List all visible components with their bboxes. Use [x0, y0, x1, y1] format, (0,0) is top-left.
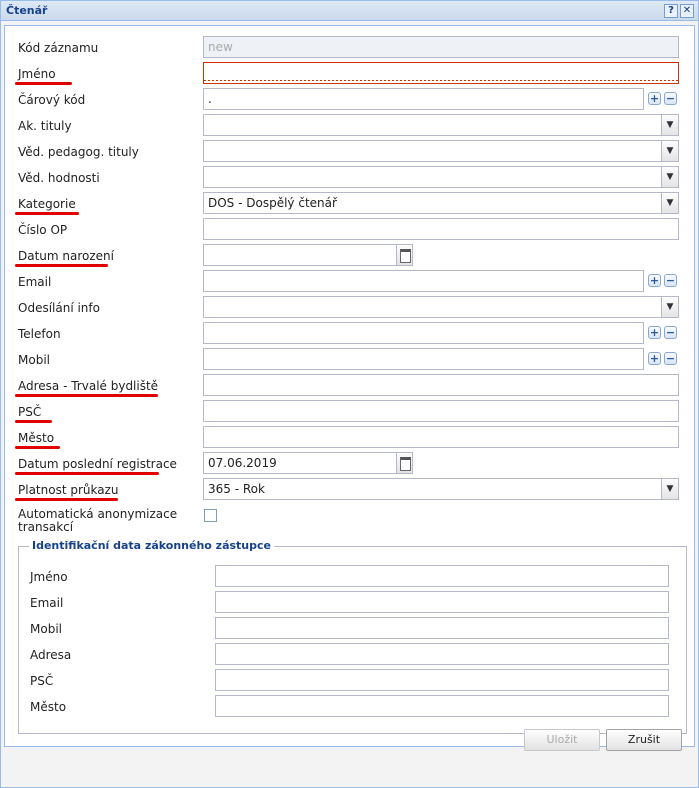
row-carovy-kod: [5, 88, 696, 112]
chevron-down-icon[interactable]: ▼: [661, 141, 678, 161]
jmeno-field[interactable]: [203, 62, 679, 84]
chevron-down-icon[interactable]: ▼: [661, 115, 678, 135]
row-adresa: [5, 374, 696, 398]
label-platnost-prukazu: Platnost průkazu: [18, 483, 119, 497]
label-odesilani-info: Odesílání info: [18, 301, 100, 315]
label-guardian-mobil: Mobil: [30, 622, 62, 636]
label-carovy-kod: Čárový kód: [18, 93, 86, 107]
adresa-field[interactable]: [203, 374, 679, 396]
ved-hodnosti-select[interactable]: [203, 166, 679, 188]
anonymizace-checkbox[interactable]: [204, 509, 217, 522]
label-jmeno: Jméno: [18, 67, 56, 81]
label-mobil: Mobil: [18, 353, 50, 367]
psc-field[interactable]: [203, 400, 679, 422]
row-jmeno: [5, 62, 696, 86]
odesilani-info-select[interactable]: [203, 296, 679, 318]
row-mesto: [5, 426, 696, 450]
row-odesilani-info: [5, 296, 696, 320]
row-datum-narozeni: [5, 244, 696, 268]
label-email: Email: [18, 275, 52, 289]
remove-phone-minus-icon[interactable]: −: [665, 326, 676, 339]
dialog-body: [4, 25, 695, 747]
calendar-icon[interactable]: [396, 245, 412, 265]
ak-tituly-select[interactable]: [203, 114, 679, 136]
add-barcode-plus-icon[interactable]: +: [649, 92, 660, 105]
guardian-jmeno-field[interactable]: [215, 565, 669, 587]
kategorie-value: DOS - Dospělý čtenář: [208, 196, 337, 210]
carovy-kod-field[interactable]: .: [203, 88, 644, 110]
row-guardian-mobil: [19, 617, 686, 641]
required-underline: [15, 82, 72, 85]
dialog-titlebar[interactable]: [1, 1, 698, 21]
row-psc: [5, 400, 696, 424]
guardian-fieldset: [18, 539, 687, 734]
label-guardian-mesto: Město: [30, 700, 67, 714]
required-underline: [15, 498, 118, 501]
row-guardian-adresa: [19, 643, 686, 667]
label-guardian-email: Email: [30, 596, 64, 610]
row-datum-posledni-registrace: [5, 452, 696, 476]
telefon-field[interactable]: [203, 322, 644, 344]
guardian-psc-field[interactable]: [215, 669, 669, 691]
required-underline: [15, 212, 79, 215]
cislo-op-field[interactable]: [203, 218, 679, 240]
row-guardian-mesto: [19, 695, 686, 719]
label-ak-tituly: Ak. tituly: [18, 119, 72, 133]
ved-pedagog-tituly-select[interactable]: [203, 140, 679, 162]
guardian-mobil-field[interactable]: [215, 617, 669, 639]
datum-posledni-registrace-value: 07.06.2019: [208, 456, 277, 470]
guardian-adresa-field[interactable]: [215, 643, 669, 665]
required-underline: [15, 446, 60, 449]
cancel-button[interactable]: Zrušit: [606, 729, 682, 751]
platnost-prukazu-select[interactable]: [203, 478, 679, 500]
label-anonymizace: [18, 508, 177, 534]
row-guardian-email: [19, 591, 686, 615]
datum-narozeni-field[interactable]: [203, 244, 413, 266]
chevron-down-icon[interactable]: ▼: [661, 193, 678, 213]
label-ved-hodnosti: Věd. hodnosti: [18, 171, 100, 185]
row-email: [5, 270, 696, 294]
mesto-field[interactable]: [203, 426, 679, 448]
chevron-down-icon[interactable]: ▼: [661, 479, 678, 499]
row-cislo-op: [5, 218, 696, 242]
row-platnost-prukazu: [5, 478, 696, 502]
label-guardian-adresa: Adresa: [30, 648, 72, 662]
label-datum-posledni-registrace: Datum poslední registrace: [18, 457, 177, 471]
label-mesto: Město: [18, 431, 55, 445]
add-mobile-plus-icon[interactable]: +: [649, 352, 660, 365]
label-guardian-jmeno: Jméno: [30, 570, 68, 584]
row-guardian-psc: [19, 669, 686, 693]
required-underline: [15, 472, 159, 475]
chevron-down-icon[interactable]: ▼: [661, 167, 678, 187]
guardian-email-field[interactable]: [215, 591, 669, 613]
required-underline: [15, 264, 108, 267]
mobil-field[interactable]: [203, 348, 644, 370]
row-kod-zaznamu: [5, 36, 696, 60]
row-ak-tituly: [5, 114, 696, 138]
kod-zaznamu-field: new: [203, 36, 679, 58]
email-field[interactable]: [203, 270, 644, 292]
label-anonymizace-line1: Automatická anonymizace: [18, 507, 178, 521]
save-button[interactable]: Uložit: [524, 729, 600, 751]
row-guardian-jmeno: [19, 565, 686, 589]
datum-posledni-registrace-field[interactable]: [203, 452, 413, 474]
remove-barcode-minus-icon[interactable]: −: [665, 92, 676, 105]
kategorie-select[interactable]: [203, 192, 679, 214]
help-icon[interactable]: ?: [664, 4, 678, 18]
label-datum-narozeni: Datum narození: [18, 249, 114, 263]
close-icon[interactable]: ✕: [680, 4, 694, 18]
add-phone-plus-icon[interactable]: +: [649, 326, 660, 339]
label-adresa: Adresa - Trvalé bydliště: [18, 379, 159, 393]
row-mobil: [5, 348, 696, 372]
row-ved-pedagog-tituly: [5, 140, 696, 164]
row-telefon: [5, 322, 696, 346]
label-guardian-psc: PSČ: [30, 674, 54, 688]
label-kod-zaznamu: Kód záznamu: [18, 41, 99, 55]
required-underline: [15, 420, 52, 423]
required-underline: [15, 394, 158, 397]
label-psc: PSČ: [18, 405, 42, 419]
chevron-down-icon[interactable]: ▼: [661, 297, 678, 317]
dialog-title: Čtenář: [6, 4, 48, 17]
guardian-legend: Identifikační data zákonného zástupce: [29, 539, 274, 552]
label-anonymizace-line2: transakcí: [18, 520, 74, 534]
label-telefon: Telefon: [18, 327, 61, 341]
calendar-icon[interactable]: [396, 453, 412, 473]
remove-email-minus-icon[interactable]: −: [665, 274, 676, 287]
platnost-prukazu-value: 365 - Rok: [208, 482, 265, 496]
label-kategorie: Kategorie: [18, 197, 76, 211]
add-email-plus-icon[interactable]: +: [649, 274, 660, 287]
remove-mobile-minus-icon[interactable]: −: [665, 352, 676, 365]
row-kategorie: [5, 192, 696, 216]
row-ved-hodnosti: [5, 166, 696, 190]
label-ved-pedagog-tituly: Věd. pedagog. tituly: [18, 145, 139, 159]
guardian-mesto-field[interactable]: [215, 695, 669, 717]
label-cislo-op: Číslo OP: [18, 223, 68, 237]
row-anonymizace: [5, 504, 696, 534]
